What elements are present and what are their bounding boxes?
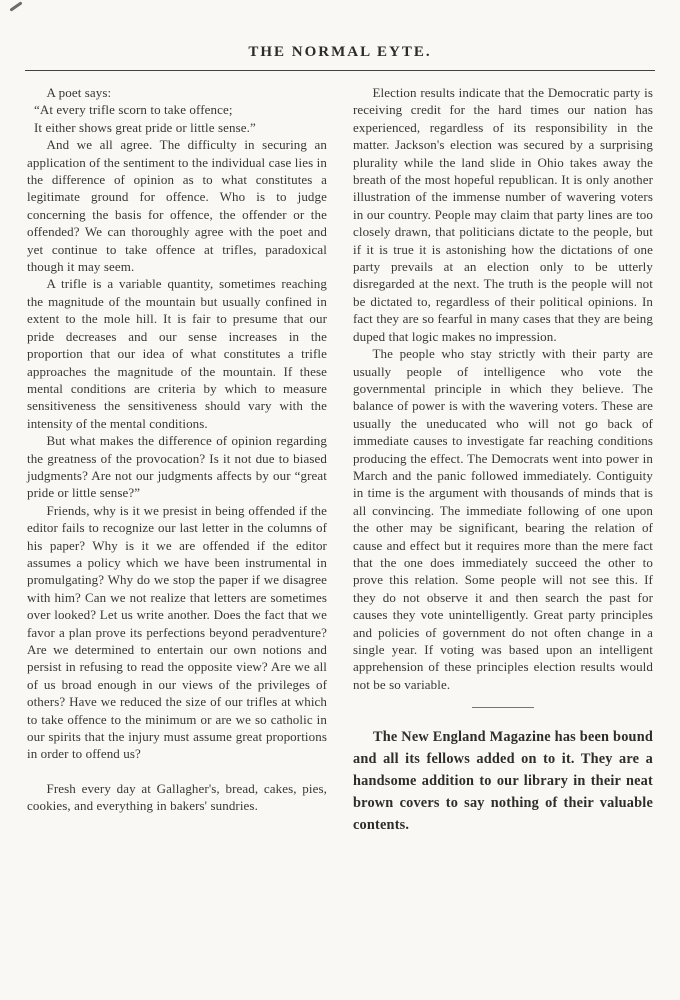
poem-line-1: “At every trifle scorn to take offence;: [34, 102, 233, 118]
masthead-title: THE NORMAL EYTE.: [248, 44, 432, 60]
paragraph: The people who stay strictly with their party are usually people of intelligence who vote the governmental principle in which they believe. The balance of power is with the wavering voters. These are usually the uneducated who will not go back of immediate causes to investigate far reaching conditions producing the effect. The Democrats went into power in March and the panic followed immediately. Contiguity in time is the argument with thousands of minds that is all convincing. The immediate following of one upon the other may be significant, bearing the relation of cause and effect but it requires more than the mere fact that the one does immediately succeed the other to prove this relation. Some people will not see this. If they do not observe it and then search the past for causes they vote unintelligently. Great party principles and policies of government do not often change in a single year. If voting was based upon an intelligent apprehension of these principles election results would not be so variable.: [353, 346, 653, 692]
paragraph: Election results indicate that the Democratic party is receiving credit for the hard times our nation has experienced, regardless of its responsibility in the matter. Jackson's election was secured by a surprising plurality while the land slide in Ohio takes away the breath of the most hopeful republican. It is only another illustration of the immense number of wavering voters in our country. People may claim that party lines are too closely drawn, that politicians dictate to the people, but if it is true it is astonishing how the dictations of one party prevails at an election only to be utterly disregarded at the next. The truth is the people will not be dictated to, regardless of their political opinions. In fact they are so fearful in many cases that they are being duped that logic makes no impression.: [353, 85, 653, 344]
section-separator: [472, 707, 534, 708]
content-columns: [0, 71, 680, 836]
paragraph: Friends, why is it we presist in being offended if the editor fails to recognize our last letter in the columns of his paper? Why is it we are offended if the editor assumes a policy which we have been instrumental in promulgating? Why do we stop the paper if we disagree with him? Can we not realize that letters are sometimes over looked? Let us write another. Does the fact that we favor a plan prove its perfections beyond peradventure? Are we determined to entertain our own notions and persist in refusing to read the opposite view? Are we all of us broad enough in our views of the privileges of others? Have we reduced the size of our trifles at which to take offence to the minimum or are we so catholic in our spirits that the injury must assume great proportions in order to offend us?: [27, 502, 327, 762]
poem-intro: A poet says:: [46, 85, 112, 100]
right-column: [353, 84, 653, 836]
paragraph: A trifle is a variable quantity, sometimes reaching the magnitude of the mountain but usually confined in extent to the mole hill. It is fair to presume that our pride decreases and our sense increases in the proportion that our idea of what constitutes a trifle approaches the magnitude of the mountain. If these mental conditions are criteria by which to measure sensitiveness the sensitiveness should vary with the intensity of the mental conditions.: [27, 276, 327, 431]
left-column: [27, 84, 327, 836]
advertisement-text: Fresh every day at Gallagher's, bread, cakes, pies, cookies, and everything in bakers' sundries.: [27, 780, 327, 814]
paragraph: And we all agree. The difficulty in securing an application of the sentiment to the individual case lies in the difference of opinion as to what constitutes a legitimate ground for offence. Who is to judge concerning the basis for offence, the offender or the offended? We can thoroughly agree with the poet and yet continue to take offence at trifles, paradoxical though it may seem.: [27, 137, 327, 275]
paragraph: But what makes the difference of opinion regarding the greatness of the provocation? Is it not due to biased judgments? Are not our judgments affects by our “great pride or little sense?”: [27, 433, 327, 501]
library-note: The New England Magazine has been bound and all its fellows added on to it. They are a handsome addition to our library in their neat brown covers to say nothing of their valuable contents.: [353, 729, 653, 834]
poem-line-2: It either shows great pride or little sense.”: [34, 119, 256, 135]
